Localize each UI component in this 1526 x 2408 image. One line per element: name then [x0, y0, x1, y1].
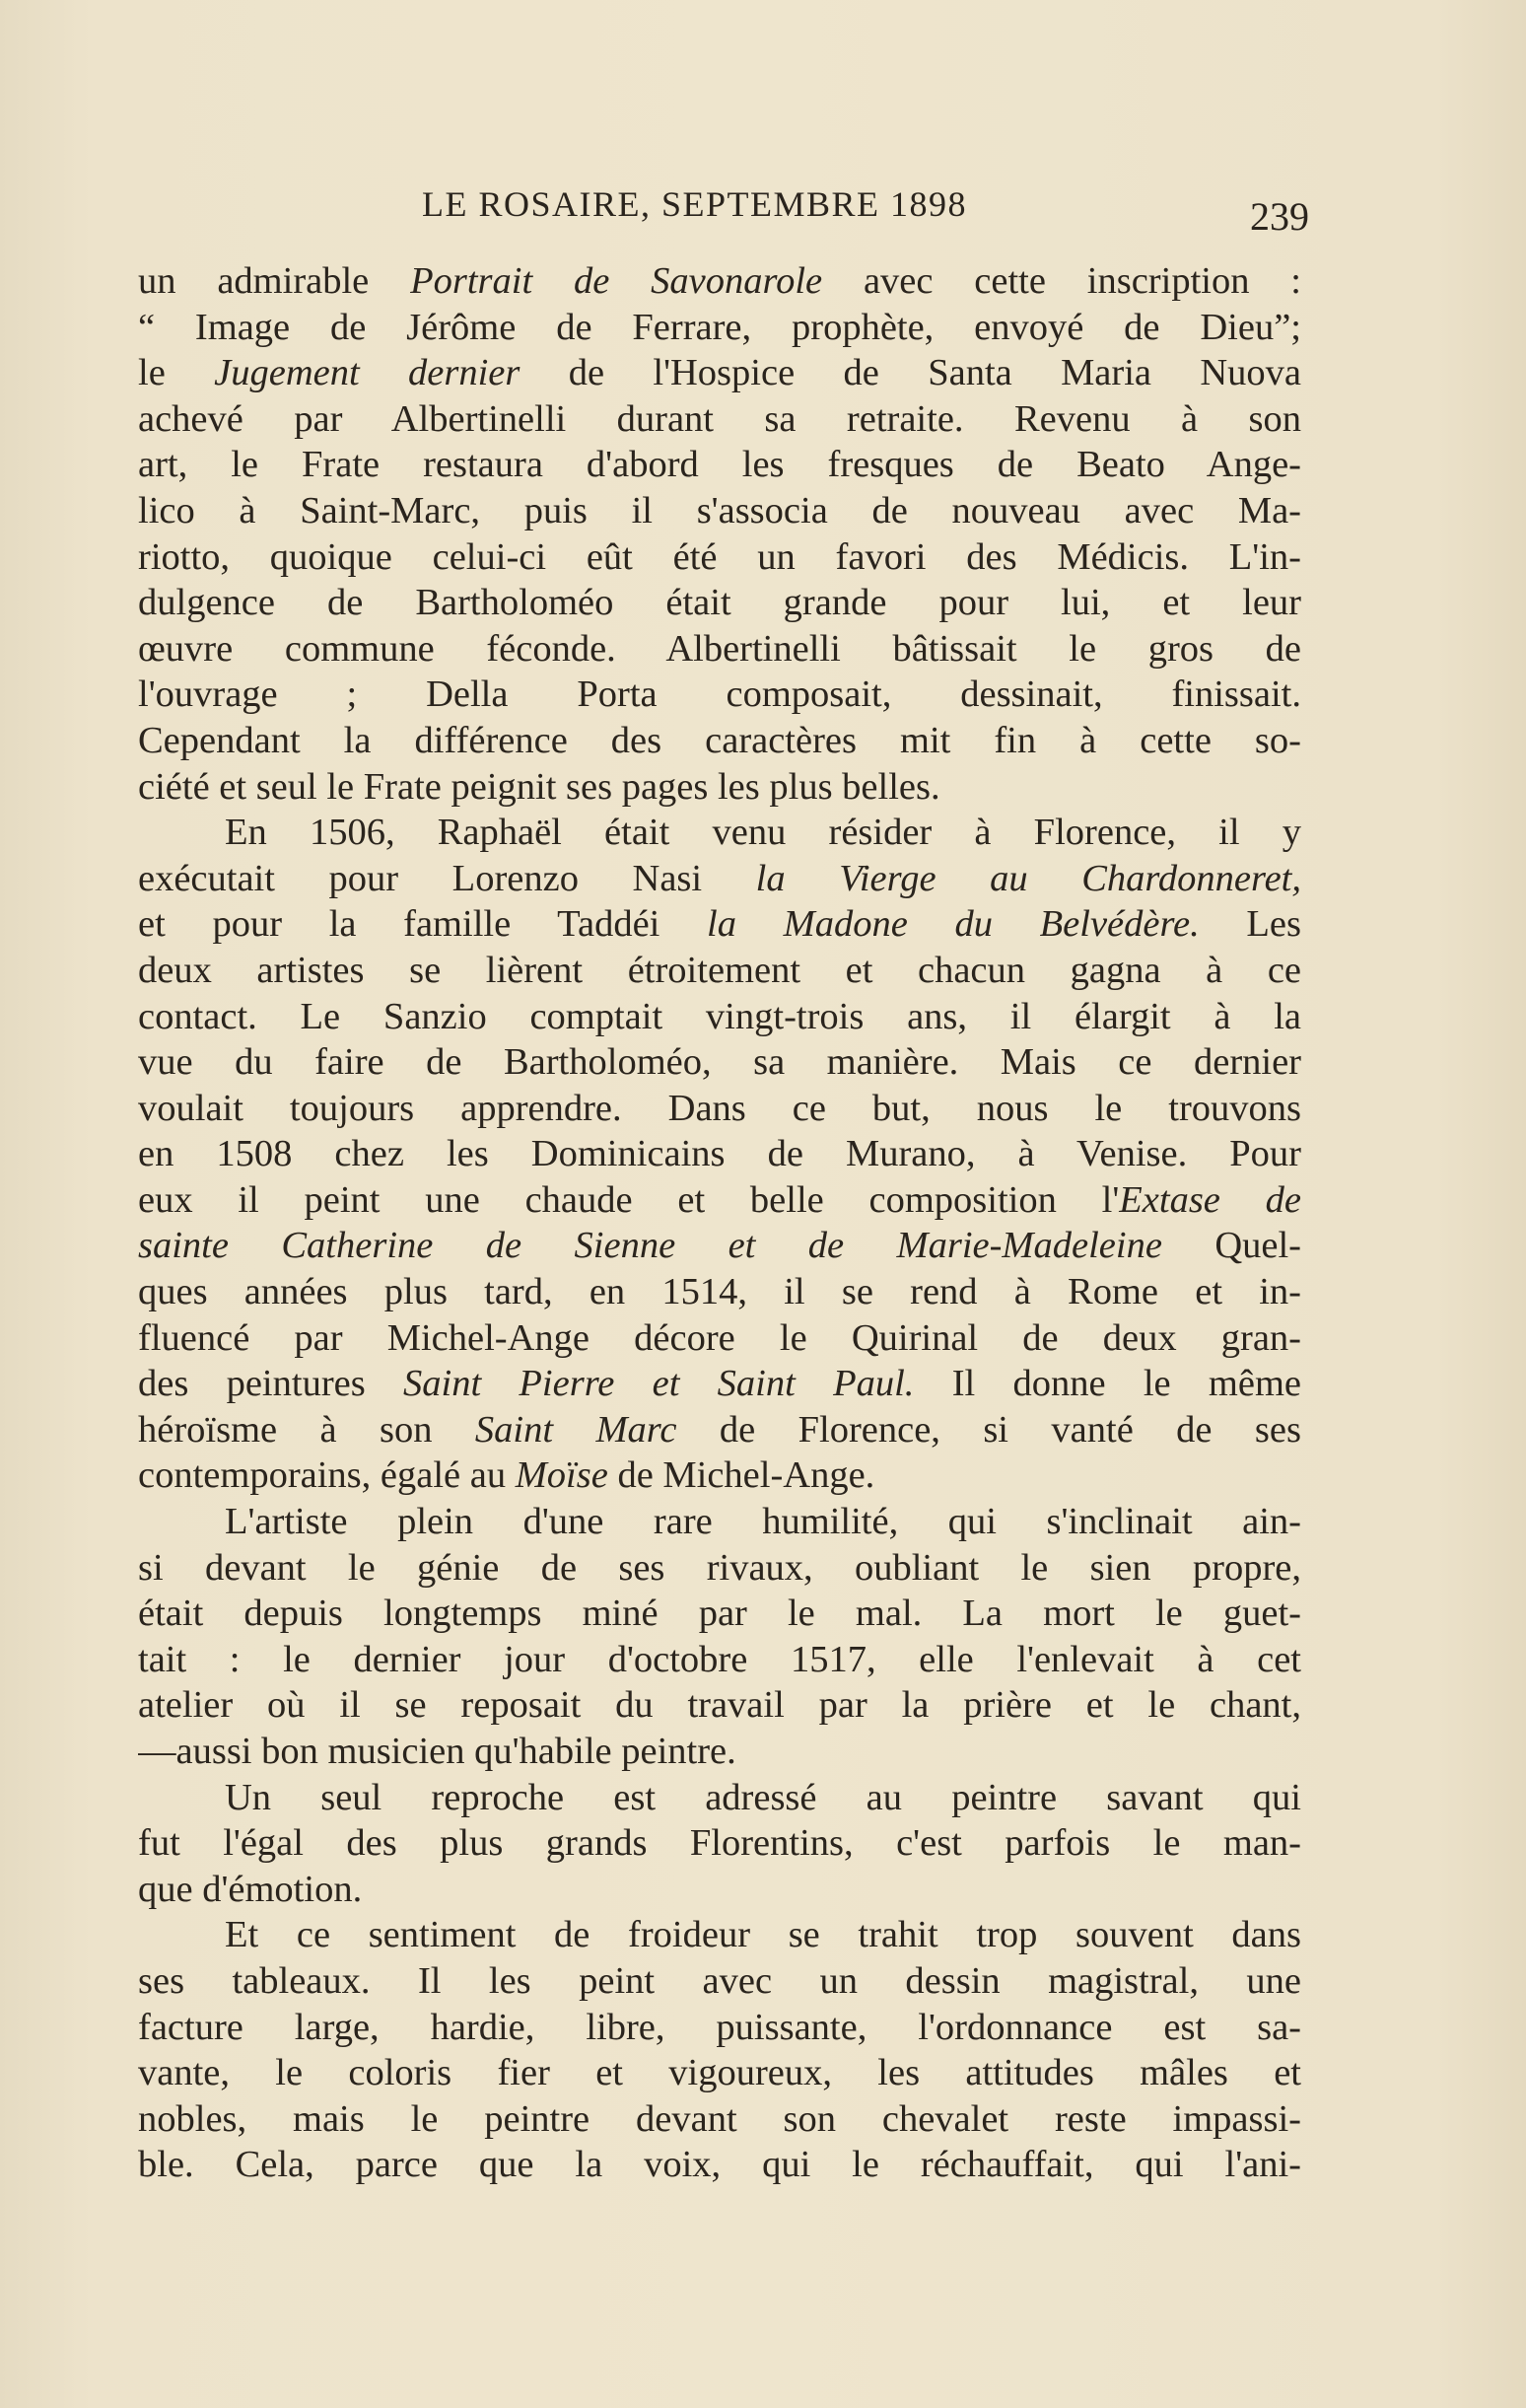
text-line — [138, 442, 1301, 488]
text-segment: Cependant la différence des caractères mit fin à cette so- — [138, 719, 1301, 761]
italic-title: Portrait de Savonarole — [410, 260, 823, 302]
text-segment: ciété et seul le Frate peignit ses pages les plus belles. — [138, 765, 940, 808]
text-segment: fluencé par Michel-Ange décore le Quirinal de deux gran- — [138, 1316, 1301, 1359]
text-line — [138, 1407, 1301, 1453]
text-line — [138, 1958, 1301, 2005]
text-line — [138, 1452, 1301, 1499]
text-line — [138, 396, 1301, 443]
text-segment: exécutait pour Lorenzo Nasi — [138, 857, 756, 899]
text-line — [138, 1361, 1301, 1407]
text-segment: avec cette inscription : — [822, 260, 1301, 302]
text-line — [138, 626, 1301, 673]
text-segment: de Michel-Ange. — [607, 1454, 875, 1497]
text-line — [138, 1775, 1301, 1821]
text-line — [138, 810, 1301, 856]
text-line — [138, 2142, 1301, 2188]
text-segment: Les — [1199, 903, 1301, 946]
text-segment: tait : le dernier jour d'octobre 1517, elle l'enlevait à cet — [138, 1638, 1301, 1680]
text-line — [138, 1545, 1301, 1592]
text-segment: contact. Le Sanzio comptait vingt-trois ans, il élargit à la — [138, 995, 1301, 1037]
text-line — [138, 994, 1301, 1040]
italic-title: Jugement dernier — [214, 352, 520, 394]
text-segment: l'ouvrage ; Della Porta composait, dessinait, finissait. — [138, 673, 1301, 716]
text-segment: —aussi bon musicien qu'habile peintre. — [138, 1731, 736, 1772]
text-line — [138, 1086, 1301, 1132]
text-line — [138, 948, 1301, 994]
text-line — [138, 1867, 1301, 1913]
text-segment: en 1508 chez les Dominicains de Murano, à Venise. Pour — [138, 1133, 1301, 1175]
text-segment: “ Image de Jérôme de Ferrare, prophète, envoyé de Dieu”; — [138, 306, 1301, 348]
text-segment: eux il peint une chaude et belle composition l' — [138, 1178, 1120, 1221]
text-segment: facture large, hardie, libre, puissante, l'ordonnance est sa- — [138, 2006, 1301, 2048]
body-text — [138, 258, 1301, 2188]
text-segment: voulait toujours apprendre. Dans ce but, nous le trouvons — [138, 1087, 1301, 1129]
text-line — [138, 2096, 1301, 2143]
italic-title: Moïse — [515, 1454, 608, 1497]
page-number: 239 — [1250, 194, 1309, 239]
text-line — [138, 856, 1301, 902]
text-segment: était depuis longtemps miné par le mal. La mort le guet- — [138, 1593, 1301, 1635]
text-line — [138, 2005, 1301, 2051]
text-line — [138, 1269, 1301, 1315]
text-line — [138, 1131, 1301, 1177]
text-line — [138, 718, 1301, 764]
text-line — [138, 1729, 1301, 1775]
text-segment: des peintures — [138, 1363, 403, 1405]
text-segment: ble. Cela, parce que la voix, qui le réchauffait, qui l'ani- — [138, 2144, 1301, 2186]
text-segment: En 1506, Raphaël était venu résider à Florence, il y — [225, 812, 1301, 854]
text-segment: Un seul reproche est adressé au peintre savant qui — [225, 1776, 1301, 1818]
text-line — [138, 1637, 1301, 1683]
text-segment: art, le Frate restaura d'abord les fresques de Beato Ange- — [138, 444, 1301, 486]
text-line — [138, 580, 1301, 626]
text-line — [138, 2050, 1301, 2096]
text-line — [138, 672, 1301, 718]
text-segment: Il donne le même — [914, 1363, 1301, 1405]
text-segment: nobles, mais le peintre devant son chevalet reste impassi- — [138, 2097, 1301, 2140]
text-segment: si devant le génie de ses rivaux, oubliant le sien propre, — [138, 1546, 1301, 1589]
italic-title: Saint Marc — [474, 1408, 677, 1451]
text-segment: contemporains, égalé au — [138, 1454, 516, 1497]
text-segment: de l'Hospice de Santa Maria Nuova — [520, 352, 1301, 394]
italic-title: Extase de — [1119, 1178, 1301, 1221]
running-title: LE ROSAIRE, SEPTEMBRE 1898 — [422, 184, 968, 224]
text-line — [138, 1499, 1301, 1545]
text-line — [138, 764, 1301, 811]
text-segment: un admirable — [138, 260, 411, 302]
text-line — [138, 305, 1301, 351]
text-line — [138, 258, 1301, 305]
italic-title: la Vierge au Chardonneret, — [755, 857, 1301, 899]
text-segment: atelier où il se reposait du travail par la prière et le chant, — [138, 1684, 1301, 1727]
text-segment: vue du faire de Bartholoméo, sa manière. Mais ce dernier — [138, 1041, 1301, 1084]
italic-title: sainte Catherine de Sienne et de Marie-Madeleine — [138, 1225, 1162, 1267]
italic-title: Saint Pierre et Saint Paul. — [403, 1363, 915, 1405]
text-segment: Et ce sentiment de froideur se trahit trop souvent dans — [225, 1914, 1301, 1956]
text-segment: ses tableaux. Il les peint avec un dessin magistral, une — [138, 1959, 1301, 2002]
text-line — [138, 1591, 1301, 1637]
text-segment: œuvre commune féconde. Albertinelli bâtissait le gros de — [138, 627, 1301, 670]
text-segment: vante, le coloris fier et vigoureux, les attitudes mâles et — [138, 2052, 1301, 2094]
text-segment: héroïsme à son — [138, 1408, 475, 1451]
text-segment: achevé par Albertinelli durant sa retraite. Revenu à son — [138, 397, 1301, 440]
text-line — [138, 1039, 1301, 1086]
text-segment: Quel- — [1161, 1225, 1301, 1267]
text-segment: ques années plus tard, en 1514, il se rend à Rome et in- — [138, 1271, 1301, 1313]
text-line — [138, 1223, 1301, 1269]
text-segment: L'artiste plein d'une rare humilité, qui s'inclinait ain- — [225, 1501, 1301, 1543]
text-line — [138, 901, 1301, 948]
text-line — [138, 534, 1301, 581]
text-line — [138, 1315, 1301, 1362]
text-segment: et pour la famille Taddéi — [138, 903, 708, 946]
text-segment: dulgence de Bartholoméo était grande pour lui, et leur — [138, 582, 1301, 624]
text-segment: de Florence, si vanté de ses — [676, 1408, 1301, 1451]
text-segment: lico à Saint-Marc, puis il s'associa de nouveau avec Ma- — [138, 489, 1301, 531]
text-segment: riotto, quoique celui-ci eût été un favori des Médicis. L'in- — [138, 535, 1301, 578]
text-line — [138, 1177, 1301, 1224]
text-line — [138, 488, 1301, 534]
text-line — [138, 1820, 1301, 1867]
text-segment: deux artistes se lièrent étroitement et chacun gagna à ce — [138, 949, 1301, 991]
text-segment: le — [138, 352, 215, 394]
text-line — [138, 1682, 1301, 1729]
text-segment: que d'émotion. — [138, 1868, 363, 1910]
text-segment: fut l'égal des plus grands Florentins, c'est parfois le man- — [138, 1822, 1301, 1865]
italic-title: la Madone du Belvédère. — [707, 903, 1200, 946]
text-line — [138, 350, 1301, 396]
text-line — [138, 1912, 1301, 1958]
